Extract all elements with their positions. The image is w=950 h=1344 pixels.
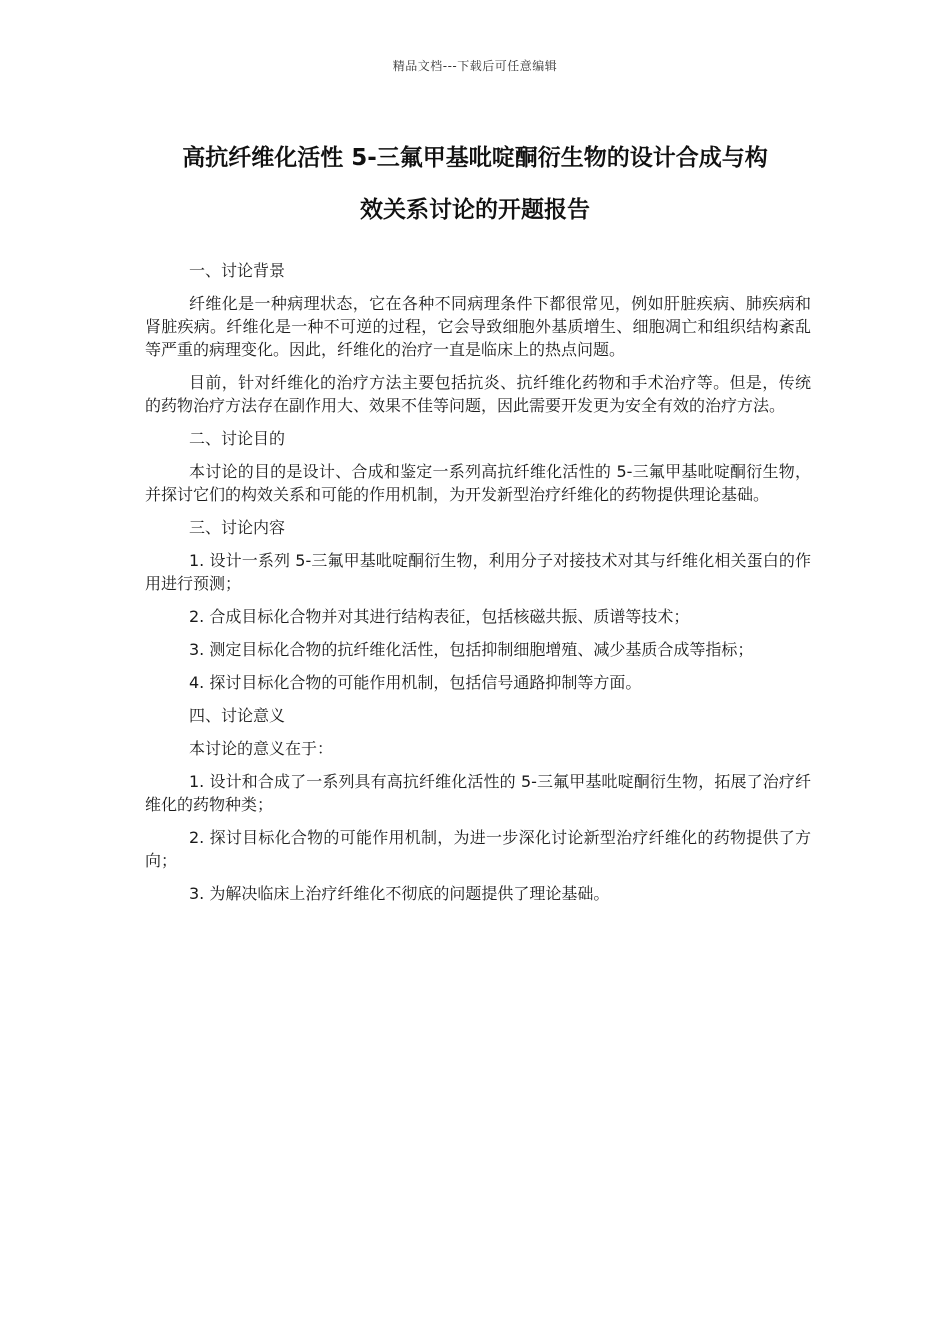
paragraph: 目前，针对纤维化的治疗方法主要包括抗炎、抗纤维化药物和手术治疗等。但是，传统的药物治疗方法存在副作用大、效果不佳等问题，因此需要开发更为安全有效的治疗方法。	[145, 373, 811, 415]
list-item: 4. 探讨目标化合物的可能作用机制，包括信号通路抑制等方面。	[189, 673, 642, 692]
section-heading-content: 三、讨论内容	[189, 518, 286, 537]
list-item: 3. 为解决临床上治疗纤维化不彻底的问题提供了理论基础。	[189, 884, 610, 903]
paragraph: 本讨论的意义在于：	[189, 739, 334, 758]
title-line-1: 高抗纤维化活性 5-三氟甲基吡啶酮衍生物的设计合成与构	[182, 145, 768, 171]
list-item: 1. 设计一系列 5-三氟甲基吡啶酮衍生物，利用分子对接技术对其与纤维化相关蛋白的作用进行预测；	[145, 551, 811, 593]
section-heading-significance: 四、讨论意义	[189, 706, 286, 725]
list-item: 2. 合成目标化合物并对其进行结构表征，包括核磁共振、质谱等技术；	[189, 607, 690, 626]
document-body	[145, 259, 811, 915]
list-item: 1. 设计和合成了一系列具有高抗纤维化活性的 5-三氟甲基吡啶酮衍生物，拓展了治疗纤维化的药物种类；	[145, 772, 811, 814]
paragraph: 本讨论的目的是设计、合成和鉴定一系列高抗纤维化活性的 5-三氟甲基吡啶酮衍生物，并探讨它们的构效关系和可能的作用机制，为开发新型治疗纤维化的药物提供理论基础。	[145, 462, 811, 504]
section-heading-background: 一、讨论背景	[189, 261, 286, 280]
document-title	[120, 132, 830, 236]
header-note: 精品文档---下载后可任意编辑	[392, 59, 558, 73]
list-item: 2. 探讨目标化合物的可能作用机制，为进一步深化讨论新型治疗纤维化的药物提供了方向；	[145, 828, 811, 870]
paragraph: 纤维化是一种病理状态，它在各种不同病理条件下都很常见，例如肝脏疾病、肺疾病和肾脏疾病。纤维化是一种不可逆的过程，它会导致细胞外基质增生、细胞凋亡和组织结构紊乱等严重的病理变化。因此，纤维化的治疗一直是临床上的热点问题。	[145, 294, 811, 359]
title-line-2: 效关系讨论的开题报告	[360, 197, 590, 223]
list-item: 3. 测定目标化合物的抗纤维化活性，包括抑制细胞增殖、减少基质合成等指标；	[189, 640, 754, 659]
section-heading-purpose: 二、讨论目的	[189, 429, 286, 448]
